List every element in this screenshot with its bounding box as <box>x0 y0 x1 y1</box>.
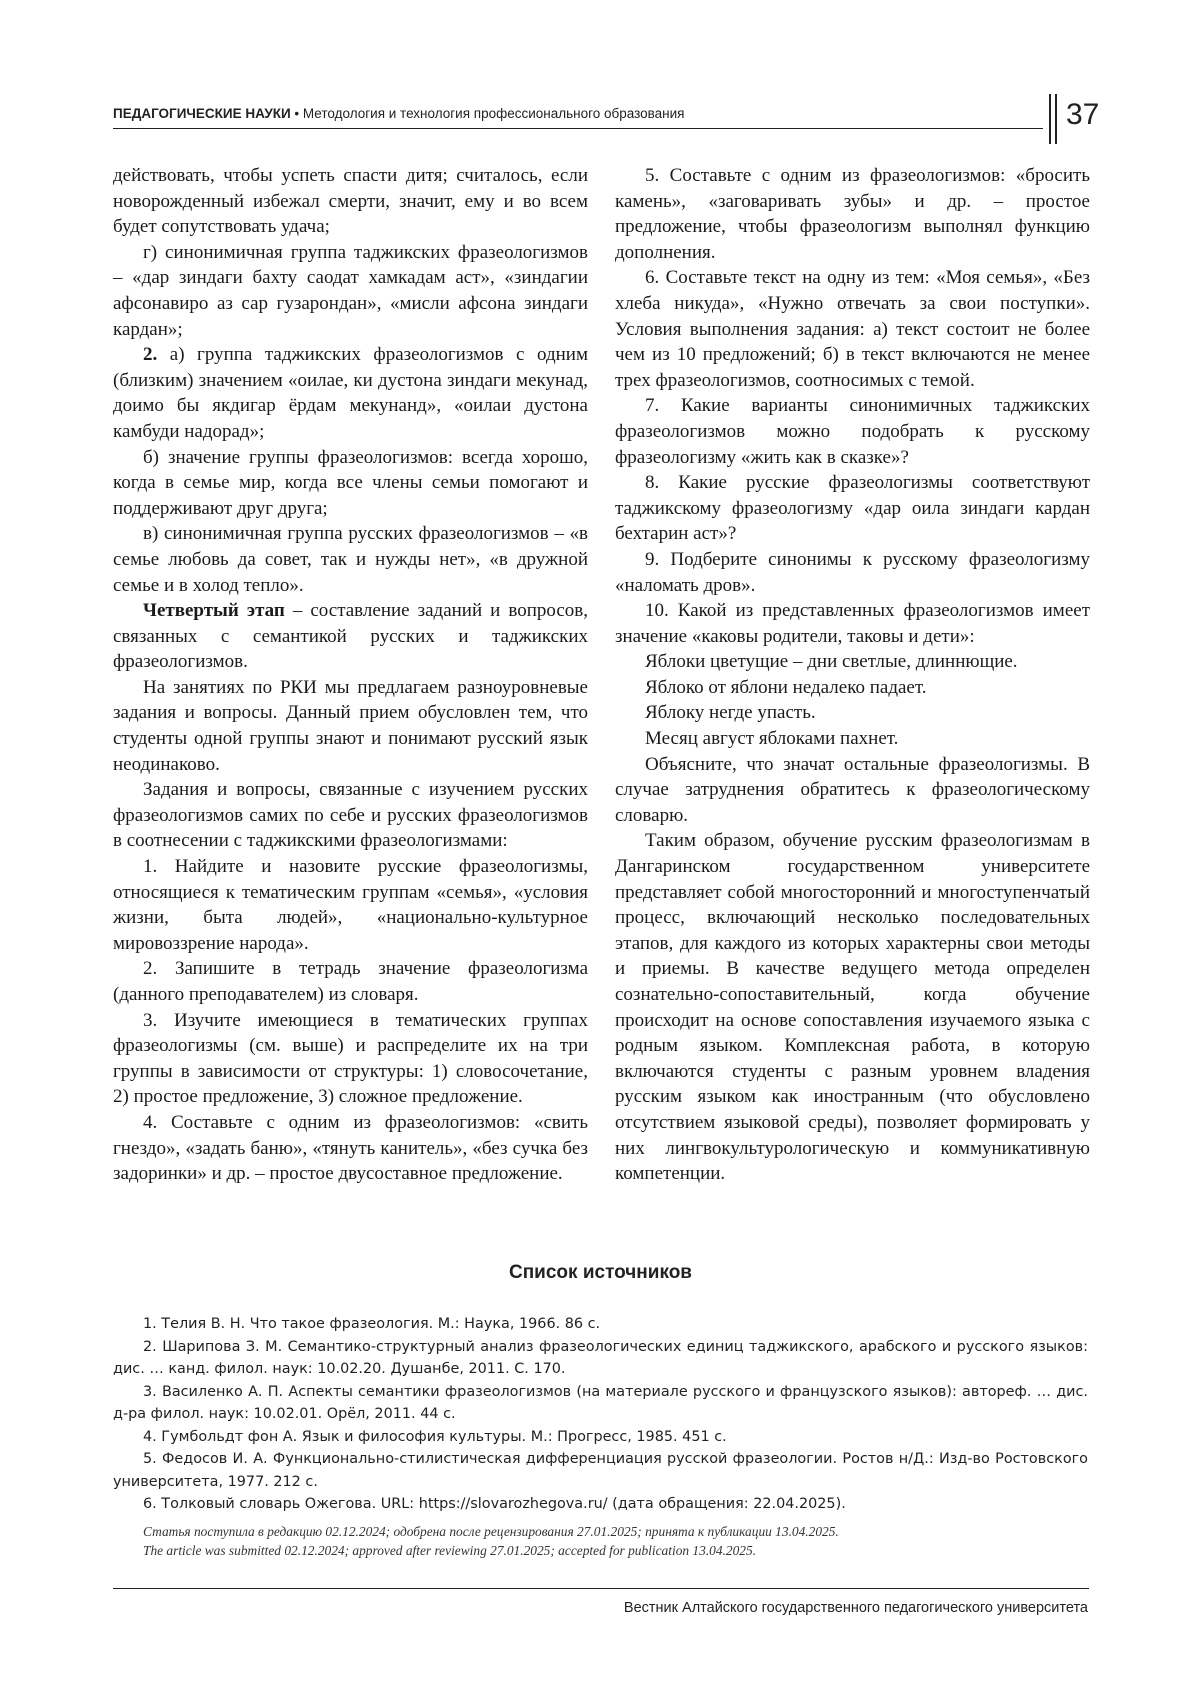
references-list <box>113 1313 1088 1516</box>
paragraph: действовать, чтобы успеть спасти дитя; считалось, если новорожденный избежал смерти, значит, ему и во всем будет сопутствовать удача; <box>113 165 588 238</box>
reference-item: 4. Гумбольдт фон А. Язык и философия культуры. М.: Прогресс, 1985. 451 с. <box>143 1428 727 1445</box>
submission-notes <box>143 1522 1093 1560</box>
paragraph: 5. Составьте с одним из фразеологизмов: «бросить камень», «заговаривать зубы» и др. – простое предложение, чтобы фразеологизм выполнял функцию дополнения. <box>615 165 1090 263</box>
paragraph: 7. Какие варианты синонимичных таджикских фразеологизмов можно подобрать к русскому фразеологизму «жить как в сказке»? <box>615 395 1090 468</box>
paragraph: 6. Составьте текст на одну из тем: «Моя семья», «Без хлеба никуда», «Нужно отвечать за свои поступки». Условия выполнения задания: а) текст состоит не более чем из 10 предложений; б) в текст включаются не менее трех фразеологизмов, соотносимых с темой. <box>615 267 1090 391</box>
paragraph: Таким образом, обучение русским фразеологизмам в Дангаринском государственном университете представляет собой многосторонний и многоступенчатый процесс, включающий несколько последовательных этапов, для каждого из которых характерны свои методы и приемы. В качестве ведущего метода определен сознательно-сопоставительный, когда обучение происходит на основе сопоставления изучаемого языка с родным языком. Комплексная работа, в которую включаются студенты с разным уровнем владения русским языком как иностранным (что обусловлено отсутствием языковой среды), позволяет формировать у них лингвокультурологическую и коммуникативную компетенции. <box>615 830 1090 1185</box>
reference-item: 6. Толковый словарь Ожегова. URL: https://slovarozhegova.ru/ (дата обращения: 22.04.2025). <box>143 1496 846 1512</box>
reference-item: 1. Телия В. Н. Что такое фразеология. М.: Наука, 1966. 86 с. <box>143 1316 601 1332</box>
header-separator: • <box>290 106 303 121</box>
paragraph: 8. Какие русские фразеологизмы соответствуют таджикскому фразеологизму «дар оила зиндаги кардан бехтарин аст»? <box>615 472 1090 545</box>
paragraph: 10. Какой из представленных фразеологизмов имеет значение «каковы родители, таковы и дети»: <box>615 600 1090 647</box>
bold-lead: 2. <box>143 344 158 366</box>
paragraph: г) синонимичная группа таджикских фразеологизмов – «дар зиндаги бахту саодат хамкадам аст», «зиндагии афсонавиро аз сар гузарондан», «мисли афсона зиндаги кардан»; <box>113 241 588 340</box>
footer-rule <box>113 1588 1089 1589</box>
paragraph: б) значение группы фразеологизмов: всегда хорошо, когда в семье мир, когда все члены семьи помогают и поддерживают друг друга; <box>113 446 588 519</box>
bold-lead: Четвертый этап <box>143 600 285 622</box>
header-divider-bar <box>1049 94 1051 144</box>
footer-journal-name: Вестник Алтайского государственного педагогического университета <box>623 1600 1088 1616</box>
paragraph: 4. Составьте с одним из фразеологизмов: «свить гнездо», «задать баню», «тянуть канитель», «без сучка без задоринки» и др. – простое двусоставное предложение. <box>113 1111 588 1185</box>
paragraph: Четвертый этап – составление заданий и вопросов, связанных с семантикой русских и таджикских фразеологизмов. <box>113 600 588 673</box>
page-number: 37 <box>1066 98 1100 131</box>
header-section: ПЕДАГОГИЧЕСКИЕ НАУКИ <box>113 106 291 121</box>
header-divider-bar <box>1055 94 1057 144</box>
paragraph: 3. Изучите имеющиеся в тематических группах фразеологизмы (см. выше) и распределите их на три группы в зависимости от структуры: 1) словосочетание, 2) простое предложение, 3) сложное предложение. <box>113 1009 588 1108</box>
paragraph: Яблоко от яблони недалеко падает. <box>645 676 927 698</box>
paragraph: Задания и вопросы, связанные с изучением русских фразеологизмов самих по себе и русских фразеологизмов в соотнесении с таджикскими фразеологизмами: <box>113 779 588 852</box>
paragraph: 2. а) группа таджикских фразеологизмов с одним (близким) значением «оилае, ки дустона зиндаги мекунад, доимо бы якдигар ёрдам мекунанд», «оилаи дустона камбуди надорад»; <box>113 344 588 442</box>
references-title: Список источников <box>508 1262 692 1283</box>
paragraph: 1. Найдите и назовите русские фразеологизмы, относящиеся к тематическим группам «семья», «условия жизни, быта людей», «национально-культурное мировоззрение народа». <box>113 856 588 954</box>
submission-note-en: The article was submitted 02.12.2024; approved after reviewing 27.01.2025; accepted for publication 13.04.2025. <box>143 1543 757 1558</box>
paragraph: Яблоки цветущие – дни светлые, длиннющие. <box>645 651 1018 673</box>
left-column <box>113 163 588 1187</box>
reference-item: 2. Шарипова З. М. Семантико-структурный анализ фразеологических единиц таджикского, арабского и русского языков: дис. … канд. филол. наук: 10.02.20. Душанбе, 2011. С. 170. <box>113 1338 1088 1377</box>
header-text <box>113 106 684 121</box>
paragraph: в) синонимичная группа русских фразеологизмов – «в семье любовь да совет, так и нужды нет», «в дружной семье и в холод тепло». <box>113 523 588 596</box>
paragraph: 2. Запишите в тетрадь значение фразеологизма (данного преподавателем) из словаря. <box>113 958 588 1005</box>
paragraph: 9. Подберите синонимы к русскому фразеологизму «наломать дров». <box>615 548 1090 596</box>
running-header <box>113 88 1043 129</box>
reference-item: 3. Василенко А. П. Аспекты семантики фразеологизмов (на материале русского и французского языков): автореф. … дис. д-ра филол. наук: 10.02.01. Орёл, 2011. 44 с. <box>113 1383 1088 1422</box>
paragraph: Объясните, что значат остальные фразеологизмы. В случае затруднения обратитесь к фразеологическому словарю. <box>615 753 1090 826</box>
right-column <box>615 163 1090 1187</box>
paragraph: Яблоку негде упасть. <box>645 702 816 724</box>
header-subsection: Методология и технология профессионального образования <box>302 106 685 121</box>
paragraph: На занятиях по РКИ мы предлагаем разноуровневые задания и вопросы. Данный прием обусловлен тем, что студенты одной группы знают и понимают русский язык неодинаково. <box>113 676 588 775</box>
submission-note-ru: Статья поступила в редакцию 02.12.2024; одобрена после рецензирования 27.01.2025; принята к публикации 13.04.2025. <box>143 1524 839 1539</box>
reference-item: 5. Федосов И. А. Функционально-стилистическая дифференциация русской фразеологии. Ростов н/Д.: Изд-во Ростовского университета, 1977. 212 с. <box>113 1451 1088 1490</box>
paragraph: Месяц август яблоками пахнет. <box>645 728 899 750</box>
